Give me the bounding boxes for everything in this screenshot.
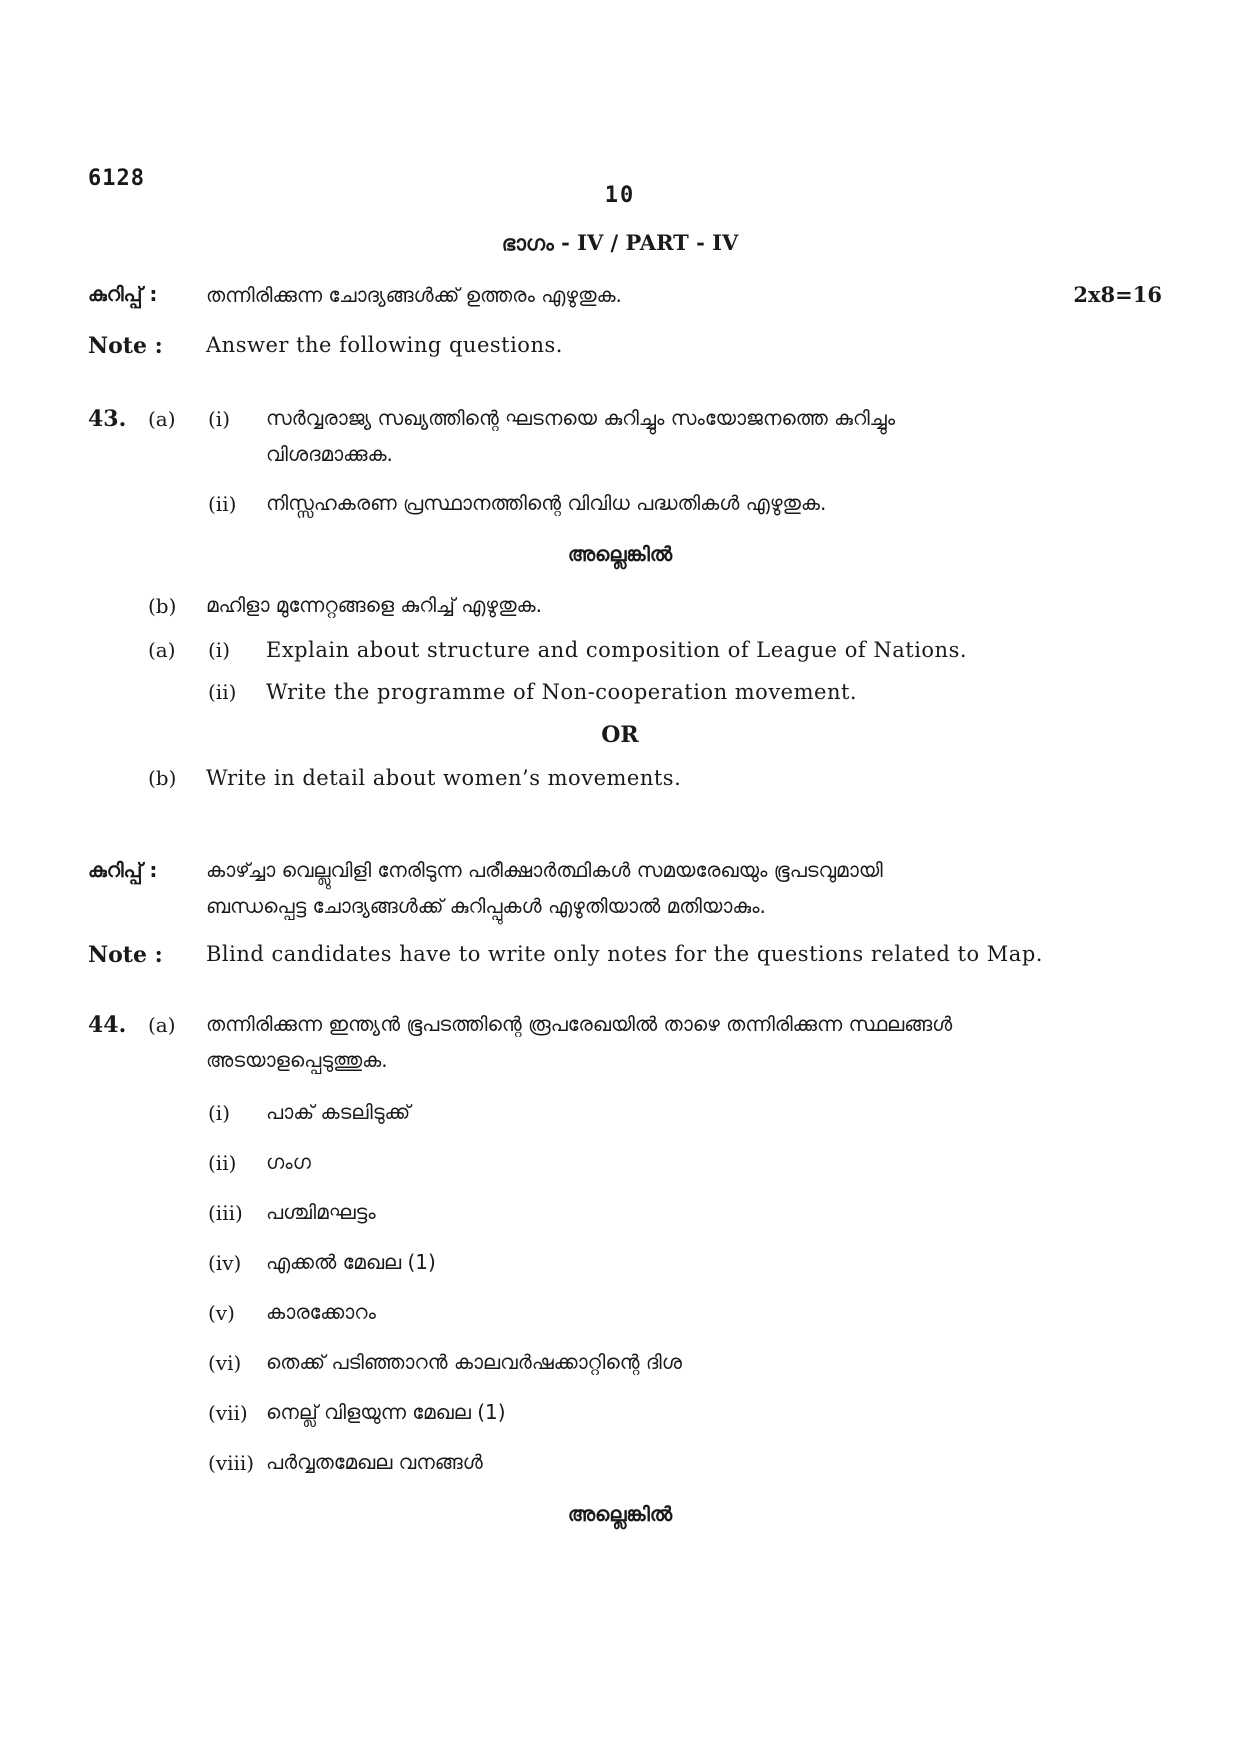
q44-item-text: നെല്ല് വിളയുന്ന മേഖല (1) — [266, 1400, 506, 1424]
blind-note-en-label: Note : — [88, 942, 163, 968]
or-ml-2: അല്ലെങ്കിൽ — [567, 1502, 673, 1526]
q44-item-text: എക്കൽ മേഖല (1) — [266, 1250, 436, 1274]
blind-note-ml-line2: ബന്ധപ്പെട്ട ചോദ്യങ്ങൾക്ക് കുറിപ്പുകൾ എഴുതിയാൽ മതിയാകും. — [206, 894, 766, 918]
blind-note-ml-line1: കാഴ്ച്ചാ വെല്ലുവിളി നേരിടുന്ന പരീക്ഷാർത്ഥികൾ സമയരേഖയും ഭൂപടവുമായി — [206, 858, 883, 882]
note-ml-label: കുറിപ്പ് : — [88, 282, 158, 306]
q44-intro-line1: തന്നിരിക്കുന്ന ഇന്ത്യൻ ഭൂപടത്തിന്റെ രൂപരേഖയിൽ താഴെ തന്നിരിക്കുന്ന സ്ഥലങ്ങൾ — [206, 1012, 953, 1036]
q44-item-label: (i) — [208, 1101, 231, 1125]
q44-item-text: ഗംഗ — [266, 1150, 311, 1174]
q44-item-label: (ii) — [208, 1151, 237, 1175]
or-en: OR — [601, 722, 639, 748]
q43-b-label: (b) — [148, 594, 177, 618]
note-ml-text: തന്നിരിക്കുന്ന ചോദ്യങ്ങൾക്ക് ഉത്തരം എഴുതുക. — [206, 283, 622, 307]
q43-b-label-en: (b) — [148, 766, 177, 790]
note-en-label: Note : — [88, 333, 163, 359]
q43-b-en: Write in detail about women’s movements. — [206, 766, 682, 790]
question-43-number: 43. — [88, 406, 127, 432]
q43-a-label: (a) — [148, 407, 176, 431]
q44-item-label: (v) — [208, 1301, 235, 1325]
q43-a-ii-label-en: (ii) — [208, 680, 237, 704]
or-ml-1: അല്ലെങ്കിൽ — [567, 542, 673, 566]
q44-item-text: പർവ്വതമേഖല വനങ്ങൾ — [266, 1450, 483, 1474]
q43-a-i-ml-line1: സർവ്വരാജ്യ സഖ്യത്തിന്റെ ഘടനയെ കുറിച്ചും സംയോജനത്തെ കുറിച്ചും — [266, 406, 896, 430]
part-title: ഭാഗം - IV / PART - IV — [501, 230, 739, 255]
q43-a-ii-en: Write the programme of Non-cooperation movement. — [266, 680, 858, 704]
q44-intro-line2: അടയാളപ്പെടുത്തുക. — [206, 1048, 388, 1072]
q44-item-text: തെക്ക് പടിഞ്ഞാറൻ കാലവർഷക്കാറ്റിന്റെ ദിശ — [266, 1350, 682, 1374]
q43-a-ii-ml: നിസ്സഹകരണ പ്രസ്ഥാനത്തിന്റെ വിവിധ പദ്ധതികൾ എഴുതുക. — [266, 491, 827, 515]
q43-a-i-label: (i) — [208, 407, 231, 431]
q44-item-text: കാരക്കോറം — [266, 1300, 376, 1324]
question-44-number: 44. — [88, 1012, 127, 1038]
q43-a-ii-label: (ii) — [208, 492, 237, 516]
paper-code: 6128 — [88, 166, 145, 191]
q44-item-label: (vi) — [208, 1351, 242, 1375]
q44-item-label: (iv) — [208, 1251, 242, 1275]
blind-note-en-text: Blind candidates have to write only notes for the questions related to Map. — [206, 942, 1043, 966]
q43-a-i-ml-line2: വിശദമാക്കുക. — [266, 442, 393, 466]
blind-note-ml-label: കുറിപ്പ് : — [88, 858, 158, 882]
q44-item-text: പശ്ചിമഘട്ടം — [266, 1200, 376, 1224]
note-en-text: Answer the following questions. — [206, 333, 563, 357]
q43-a-i-en: Explain about structure and composition of League of Nations. — [266, 638, 968, 662]
q44-item-label: (iii) — [208, 1201, 243, 1225]
q43-a-label-en: (a) — [148, 638, 176, 662]
page-number: 10 — [604, 183, 636, 208]
q43-b-ml: മഹിളാ മുന്നേറ്റങ്ങളെ കുറിച്ച് എഴുതുക. — [206, 593, 542, 617]
marks: 2x8=16 — [1073, 282, 1162, 307]
q44-item-text: പാക് കടലിടുക്ക് — [266, 1100, 411, 1124]
q43-a-i-label-en: (i) — [208, 638, 231, 662]
q44-item-label: (viii) — [208, 1451, 255, 1475]
q44-item-label: (vii) — [208, 1401, 248, 1425]
q44-a-label: (a) — [148, 1013, 176, 1037]
